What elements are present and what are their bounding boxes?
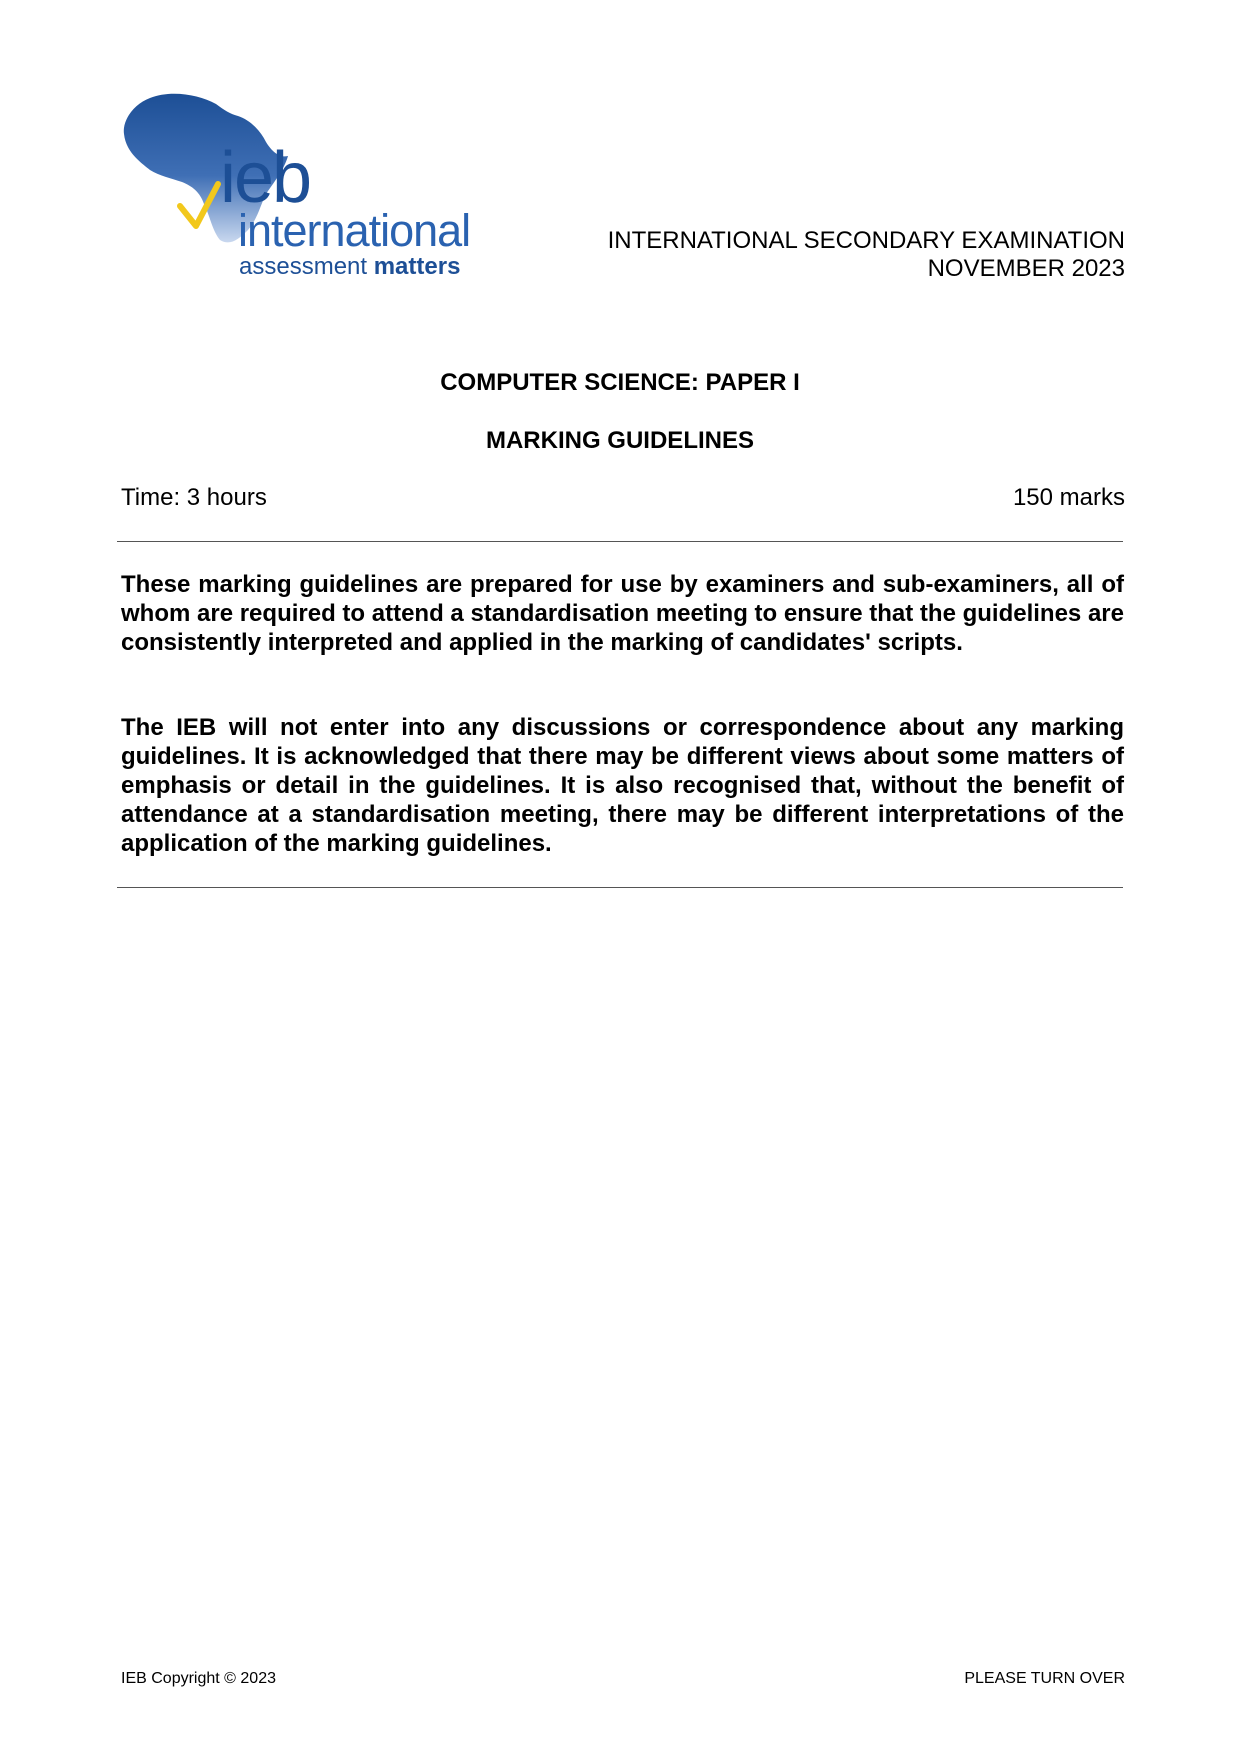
notice-paragraph-1: These marking guidelines are prepared for use by examiners and sub-examiners, all of whom are required to attend a standardisation meeting to ensure that the guidelines are consistently interpreted and applied in the marking of candidates' scripts. bbox=[121, 571, 1124, 656]
exam-date: NOVEMBER 2023 bbox=[927, 255, 1125, 282]
logo-wordmark: ieb bbox=[220, 138, 311, 218]
exam-marks: 150 marks bbox=[1012, 484, 1125, 511]
logo-subword: international bbox=[238, 205, 471, 256]
notice-paragraph-2: The IEB will not enter into any discussions or correspondence about any marking guidelines. It is acknowledged that there may be different views about some matters of emphasis or detail in the guidelines. It is also recognised that, without the benefit of attendance at a standardisation meeting, there may be different interpretations of the application of the marking guidelines. bbox=[121, 714, 1124, 857]
logo-tagline-light: assessment bbox=[239, 253, 374, 280]
bottom-divider bbox=[117, 887, 1123, 888]
exam-time: Time: 3 hours bbox=[121, 484, 267, 511]
exam-name: INTERNATIONAL SECONDARY EXAMINATION bbox=[607, 227, 1125, 254]
logo-tagline bbox=[239, 255, 460, 279]
ieb-logo bbox=[120, 90, 480, 290]
footer-copyright: IEB Copyright © 2023 bbox=[121, 1670, 276, 1687]
document-title: MARKING GUIDELINES bbox=[485, 427, 754, 454]
exam-header bbox=[608, 227, 1125, 283]
paper-title: COMPUTER SCIENCE: PAPER I bbox=[440, 369, 800, 396]
logo-tagline-bold: matters bbox=[373, 253, 461, 280]
footer-turn-over: PLEASE TURN OVER bbox=[964, 1670, 1125, 1687]
top-divider bbox=[117, 541, 1123, 542]
